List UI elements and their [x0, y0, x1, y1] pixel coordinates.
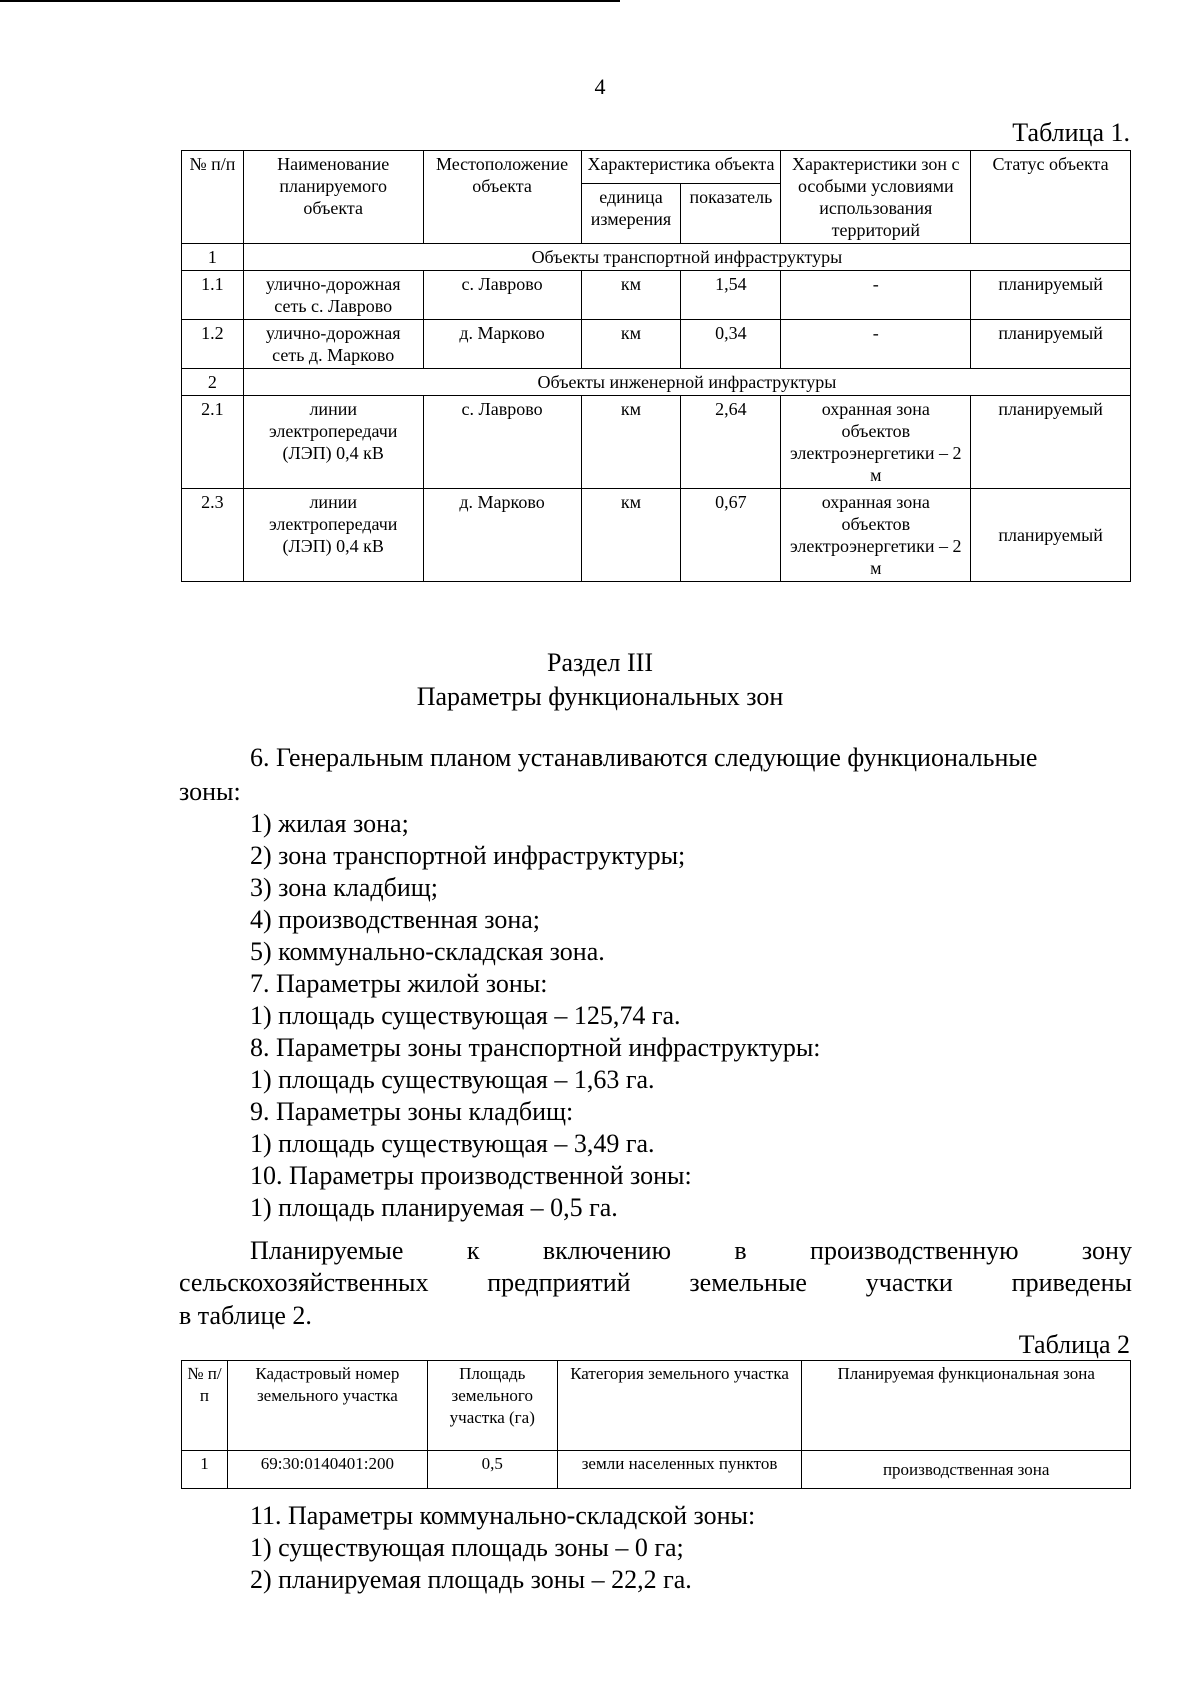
table1-header-unit: единица измерения	[581, 184, 681, 244]
row-status: планируемый	[971, 489, 1131, 582]
planned-line-2	[179, 1268, 1132, 1298]
row-location: д. Марково	[423, 489, 581, 582]
row-num: 1.1	[182, 271, 244, 320]
table-row	[182, 320, 1131, 369]
row-name: улично-дорожная сеть с. Лаврово	[243, 271, 423, 320]
zone-item: 5) коммунально-складская зона.	[250, 937, 605, 966]
paragraph-7: 7. Параметры жилой зоны:	[250, 969, 548, 998]
word: приведены	[1011, 1268, 1132, 1297]
row-location: с. Лаврово	[423, 271, 581, 320]
row-name: улично-дорожная сеть д. Марково	[243, 320, 423, 369]
row-zone: -	[781, 271, 971, 320]
section-title: Объекты транспортной инфраструктуры	[243, 244, 1130, 271]
row-name: линии электропередачи (ЛЭП) 0,4 кВ	[243, 396, 423, 489]
row-status: планируемый	[971, 396, 1131, 489]
row-status: планируемый	[971, 271, 1131, 320]
table1-header-location: Местоположение объекта	[423, 151, 581, 244]
row-location: с. Лаврово	[423, 396, 581, 489]
paragraph-7-item: 1) площадь существующая – 125,74 га.	[250, 1001, 681, 1030]
row-unit: км	[581, 396, 681, 489]
scan-top-rule	[0, 0, 620, 2]
section-heading: Раздел III	[546, 648, 654, 677]
table1-section-row	[182, 369, 1131, 396]
paragraph-10-item: 1) площадь планируемая – 0,5 га.	[250, 1193, 618, 1222]
word: зону	[1081, 1236, 1132, 1265]
table2-header-cadastral: Кадастровый номер земельного участка	[227, 1361, 427, 1451]
table1-header-name: Наименование планируемого объекта	[243, 151, 423, 244]
row-value: 1,54	[681, 271, 781, 320]
paragraph-11: 11. Параметры коммунально-складской зоны:	[250, 1501, 756, 1530]
table-row	[182, 271, 1131, 320]
row-num: 2.1	[182, 396, 244, 489]
table2-header-zone: Планируемая функциональная зона	[802, 1361, 1131, 1451]
paragraph-9-item: 1) площадь существующая – 3,49 га.	[250, 1129, 655, 1158]
table2-header-num: № п/п	[182, 1361, 228, 1451]
word: земельные	[689, 1268, 807, 1297]
row-location: д. Марково	[423, 320, 581, 369]
row-value: 0,34	[681, 320, 781, 369]
table2-caption: Таблица 2	[1018, 1330, 1130, 1359]
table1-section-row	[182, 244, 1131, 271]
table2-header-row	[182, 1361, 1131, 1451]
table2-header-area: Площадь земельного участка (га)	[427, 1361, 557, 1451]
word: включению	[542, 1236, 672, 1265]
paragraph-10: 10. Параметры производственной зоны:	[250, 1161, 692, 1190]
table-row	[182, 1451, 1131, 1489]
row-zone: производственная зона	[802, 1451, 1131, 1489]
paragraph-8-item: 1) площадь существующая – 1,63 га.	[250, 1065, 655, 1094]
row-num: 1	[182, 1451, 228, 1489]
section-title: Объекты инженерной инфраструктуры	[243, 369, 1130, 396]
paragraph-9: 9. Параметры зоны кладбищ:	[250, 1097, 574, 1126]
zone-item: 3) зона кладбищ;	[250, 873, 438, 902]
row-unit: км	[581, 320, 681, 369]
zone-item: 4) производственная зона;	[250, 905, 541, 934]
section-num: 2	[182, 369, 244, 396]
table1-header-status: Статус объекта	[971, 151, 1131, 244]
row-zone: охранная зона объектов электроэнергетики – 2 м	[781, 396, 971, 489]
row-area: 0,5	[427, 1451, 557, 1489]
row-unit: км	[581, 489, 681, 582]
row-cadastral: 69:30:0140401:200	[227, 1451, 427, 1489]
table1-header-characteristic: Характеристика объекта	[581, 151, 781, 184]
table2	[181, 1360, 1131, 1489]
paragraph-6-line1: 6. Генеральным планом устанавливаются следующие функциональные	[250, 743, 1038, 772]
row-value: 2,64	[681, 396, 781, 489]
word: сельскохозяйственных	[179, 1268, 429, 1297]
table1-header-num: № п/п	[182, 151, 244, 244]
word: участки	[865, 1268, 953, 1297]
word: производственную	[810, 1236, 1019, 1265]
table1-header-zones: Характеристики зон с особыми условиями использования территорий	[781, 151, 971, 244]
word: в	[734, 1236, 747, 1265]
row-zone: охранная зона объектов электроэнергетики – 2 м	[781, 489, 971, 582]
zone-item: 1) жилая зона;	[250, 809, 409, 838]
word: Планируемые	[250, 1236, 404, 1265]
row-num: 1.2	[182, 320, 244, 369]
row-unit: км	[581, 271, 681, 320]
row-zone: -	[781, 320, 971, 369]
section-num: 1	[182, 244, 244, 271]
row-status: планируемый	[971, 320, 1131, 369]
zone-item: 2) зона транспортной инфраструктуры;	[250, 841, 686, 870]
table1-header-row	[182, 151, 1131, 184]
table-row	[182, 396, 1131, 489]
paragraph-11-item-1: 1) существующая площадь зоны – 0 га;	[250, 1533, 684, 1562]
planned-line-3: в таблице 2.	[179, 1301, 312, 1330]
page-number: 4	[594, 74, 606, 99]
table1	[181, 150, 1131, 582]
row-category: земли населенных пунктов	[557, 1451, 802, 1489]
row-value: 0,67	[681, 489, 781, 582]
word: предприятий	[487, 1268, 631, 1297]
planned-line-1	[250, 1236, 1132, 1266]
paragraph-8: 8. Параметры зоны транспортной инфраструктуры:	[250, 1033, 821, 1062]
row-num: 2.3	[182, 489, 244, 582]
word: к	[466, 1236, 480, 1265]
table2-header-category: Категория земельного участка	[557, 1361, 802, 1451]
table-row	[182, 489, 1131, 582]
table1-header-indicator: показатель	[681, 184, 781, 244]
table1-caption: Таблица 1.	[1012, 118, 1130, 147]
paragraph-6-line2: зоны:	[179, 777, 241, 806]
row-name: линии электропередачи (ЛЭП) 0,4 кВ	[243, 489, 423, 582]
section-subheading: Параметры функциональных зон	[416, 682, 784, 711]
paragraph-11-item-2: 2) планируемая площадь зоны – 22,2 га.	[250, 1565, 692, 1594]
